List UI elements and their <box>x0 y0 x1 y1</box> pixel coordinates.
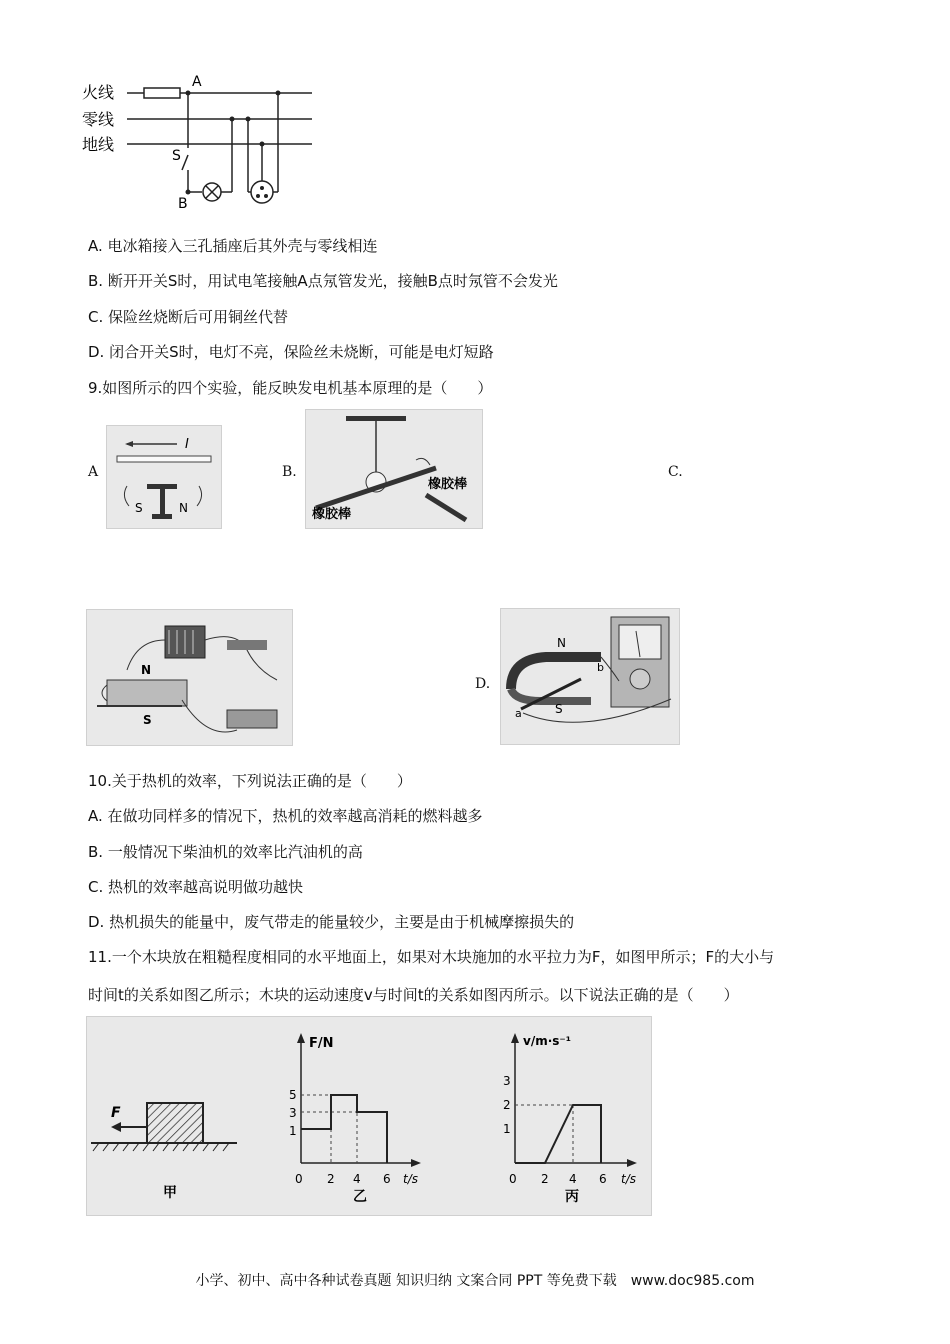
chart-yi-xtick-2: 2 <box>327 1172 335 1186</box>
chart-force-time <box>289 1033 421 1205</box>
q10-option-b: B. 一般情况下柴油机的效率比汽油机的高 <box>88 843 363 861</box>
q9a-current-label: I <box>185 437 189 452</box>
chart-bing-xtick-4: 4 <box>569 1172 577 1186</box>
fig-jia-caption: 甲 <box>163 1185 177 1201</box>
chart-bing-ytick-1: 1 <box>503 1122 511 1136</box>
q9d-north-label: N <box>557 636 566 650</box>
chart-bing-xtick-6: 6 <box>599 1172 607 1186</box>
chart-bing-caption: 丙 <box>565 1189 579 1205</box>
chart-yi-xtick-6: 6 <box>383 1172 391 1186</box>
q8-option-a: A. 电冰箱接入三孔插座后其外壳与零线相连 <box>88 237 378 255</box>
label-live-wire: 火线 <box>82 83 115 102</box>
q9-label-b: B. <box>282 464 297 480</box>
circuit-diagram <box>82 70 322 215</box>
q11-stem-line2: 时间t的关系如图乙所示；木块的运动速度v与时间t的关系如图丙所示。以下说法正确的是（ ） <box>88 986 739 1004</box>
q11-figure-panel <box>86 1016 652 1216</box>
chart-yi-ytick-3: 3 <box>289 1106 297 1120</box>
q9c-south-label: S <box>143 713 152 727</box>
q9-label-a: A <box>88 464 99 480</box>
q9-label-c: C. <box>668 464 683 480</box>
chart-bing-xtick-0: 0 <box>509 1172 517 1186</box>
chart-bing-series-line <box>515 1105 601 1163</box>
q10-option-a: A. 在做功同样多的情况下，热机的效率越高消耗的燃料越多 <box>88 807 483 825</box>
q9-figure-d <box>500 608 680 745</box>
q9-stem: 9.如图所示的四个实验，能反映发电机基本原理的是（ ） <box>88 379 493 397</box>
q8-option-c: C. 保险丝烧断后可用铜丝代替 <box>88 308 289 326</box>
chart-bing-ytick-2: 2 <box>503 1098 511 1112</box>
page-footer: 小学、初中、高中各种试卷真题 知识归纳 文案合同 PPT 等免费下载 www.doc985.com <box>195 1273 755 1289</box>
q10-stem: 10.关于热机的效率，下列说法正确的是（ ） <box>88 772 412 790</box>
chart-yi-xlabel: t/s <box>403 1172 418 1186</box>
chart-bing-xlabel: t/s <box>621 1172 636 1186</box>
q9a-south-label: S <box>135 501 143 515</box>
chart-yi-xtick-0: 0 <box>295 1172 303 1186</box>
label-point-a: A <box>192 74 202 90</box>
q9b-rod-label-right: 橡胶棒 <box>428 477 468 492</box>
q9c-north-label: N <box>141 663 152 677</box>
fig-jia <box>91 1103 237 1201</box>
chart-bing-xtick-2: 2 <box>541 1172 549 1186</box>
q9-label-d: D. <box>475 676 491 692</box>
chart-yi-caption: 乙 <box>353 1189 367 1205</box>
q10-option-d: D. 热机损失的能量中，废气带走的能量较少，主要是由于机械摩擦损失的 <box>88 913 575 931</box>
q10-option-c: C. 热机的效率越高说明做功越快 <box>88 878 304 896</box>
label-point-b: B <box>178 196 188 212</box>
q9d-b-label: b <box>597 661 604 674</box>
chart-yi-series-line <box>301 1095 387 1163</box>
q9b-rod-label-left: 橡胶棒 <box>312 507 352 522</box>
fig-jia-force-label: F <box>111 1105 121 1121</box>
q8-option-d: D. 闭合开关S时，电灯不亮，保险丝未烧断，可能是电灯短路 <box>88 343 494 361</box>
label-neutral-wire: 零线 <box>82 110 115 129</box>
label-switch-s: S <box>172 148 181 164</box>
chart-yi-ytick-5: 5 <box>289 1088 297 1102</box>
q11-stem-line1: 11.一个木块放在粗糙程度相同的水平地面上，如果对木块施加的水平拉力为F，如图甲所示；F的大小与 <box>88 948 775 966</box>
label-ground-wire: 地线 <box>82 135 115 154</box>
q9-figure-b <box>305 409 483 529</box>
chart-yi-ytick-1: 1 <box>289 1124 297 1138</box>
q9a-north-label: N <box>179 501 188 515</box>
q8-option-b: B. 断开开关S时，用试电笔接触A点氖管发光，接触B点时氖管不会发光 <box>88 272 558 290</box>
q9-figure-c <box>86 609 293 746</box>
chart-yi-xtick-4: 4 <box>353 1172 361 1186</box>
q9d-a-label: a <box>515 707 522 720</box>
q9d-south-label: S <box>555 702 563 716</box>
q9-figure-a <box>106 425 222 529</box>
chart-velocity-time <box>503 1033 637 1205</box>
chart-yi-ylabel: F/N <box>309 1036 334 1051</box>
chart-bing-ytick-3: 3 <box>503 1074 511 1088</box>
chart-bing-ylabel: v/m·s⁻¹ <box>523 1034 571 1048</box>
